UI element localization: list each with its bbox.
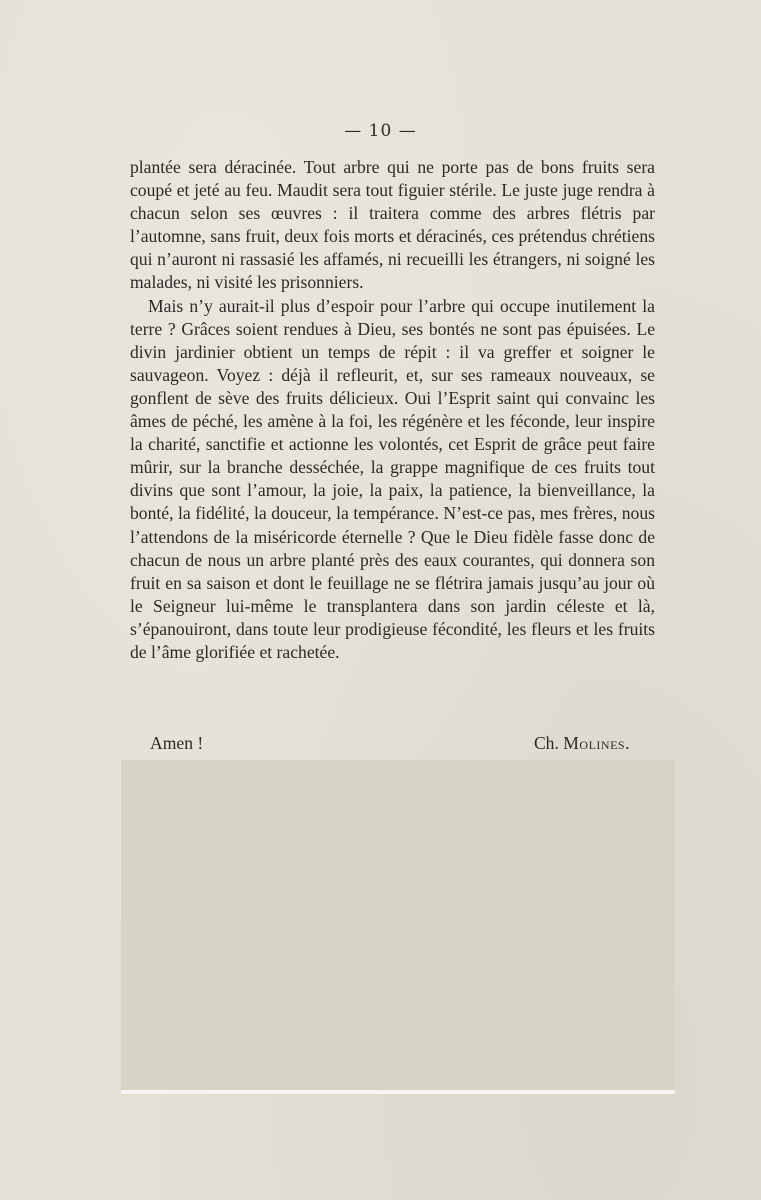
sermon-text — [130, 156, 655, 664]
signature — [534, 733, 630, 754]
page-number: — 10 — — [344, 121, 417, 141]
blank-area-bottom-rule — [121, 1090, 675, 1094]
blank-area — [121, 760, 675, 1090]
paragraph-2: Mais n’y aurait-il plus d’espoir pour l’arbre qui occupe inutilement la terre ? Grâces soient rendues à Dieu, ses bontés ne sont pas épuisées. Le divin jardinier obtient un temps de répit : il va greffer et soigner le sauvageon. Voyez : déjà il refleurit, et, sur ses rameaux nouveaux, se gonflent de sève des fruits délicieux. Oui l’Esprit saint qui convainc les âmes de péché, les amène à la foi, les régénère et les féconde, leur inspire la charité, sanctifie et actionne les volontés, cet Esprit de grâce peut faire mûrir, sur la branche desséchée, la grappe magnifique de ces fruits tout divins que sont l’amour, la joie, la paix, la patience, la bienveillance, la bonté, la fidélité, la douceur, la tempérance. N’est-ce pas, mes frères, nous l’attendons de la miséricorde éternelle ? Que le Dieu fidèle fasse donc de chacun de nous un arbre planté près des eaux courantes, qui donnera son fruit en sa saison et dont le feuillage ne se flétrira jamais jusqu’au jour où le Seigneur lui-même le transplantera dans son jardin céleste et là, s’épanouiront, dans toute leur prodigieuse fécondité, les fleurs et les fruits de l’âme glorifiée et rachetée. — [130, 295, 655, 662]
closing-line — [150, 733, 630, 754]
paragraph-1: plantée sera déracinée. Tout arbre qui ne porte pas de bons fruits sera coupé et jeté au feu. Maudit sera tout figuier stérile. Le juste juge rendra à chacun selon ses œuvres : il traitera comme des arbres flétris par l’automne, sans fruit, deux fois morts et déracinés, ces prétendus chrétiens qui n’auront ni rassasié les affamés, ni recueilli les étrangers, ni soigné les malades, ni visité les prisonniers. — [130, 157, 655, 293]
signature-name: Molines. — [563, 733, 630, 753]
signature-prefix: Ch. — [533, 733, 564, 753]
amen-text: Amen ! — [150, 733, 204, 753]
